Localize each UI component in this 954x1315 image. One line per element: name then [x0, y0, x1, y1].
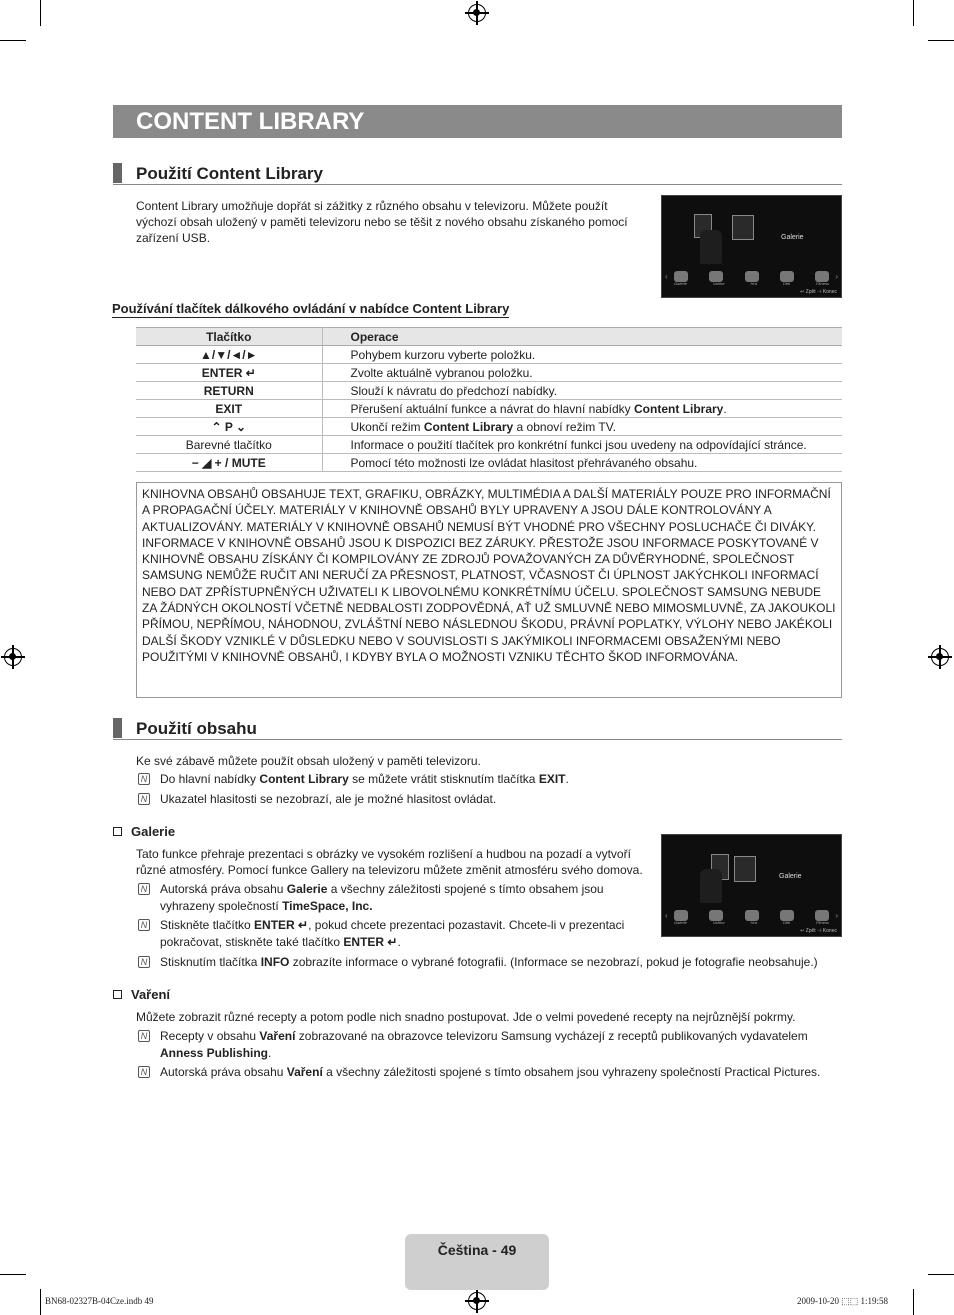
note-icon: N: [138, 919, 150, 931]
page-title-banner: [113, 105, 842, 138]
page-title: CONTENT LIBRARY: [136, 108, 365, 135]
text: .: [723, 401, 727, 416]
remote-subheading: Používání tlačítek dálkového ovládání v nabídce Content Library: [112, 301, 510, 316]
photo-frame: [732, 215, 754, 240]
icon-label: Galerie: [674, 920, 687, 925]
crop-mark: [40, 1289, 41, 1315]
table-row: [136, 418, 842, 436]
checkbox-icon: [113, 990, 122, 999]
table-cell-op: Pohybem kurzoru vyberte položku.: [322, 346, 842, 364]
subsection-gallery: [113, 824, 175, 839]
text-bold: Content Library: [423, 419, 514, 434]
note-icon: N: [138, 1030, 150, 1042]
table-header: [136, 328, 842, 346]
text: Recepty v obsahu: [160, 1029, 260, 1043]
registration-mark-icon: [4, 648, 22, 666]
text-bold: INFO: [260, 955, 290, 969]
text: a obnoví režim TV.: [513, 419, 616, 434]
text: .: [268, 1046, 272, 1060]
section-intro: Content Library umožňuje dopřát si zážitky z různého obsahu v televizoru. Můžete použít výchozí obsah uložený v paměti televizoru nebo se těšit z nového obsahu získaného pomocí zařízení USB.: [136, 199, 628, 245]
icon-label: Děti: [782, 920, 791, 925]
note-text: [160, 917, 640, 951]
text-bold: Galerie: [286, 882, 328, 896]
table-cell-key: Barevné tlačítko: [136, 436, 322, 454]
crop-mark: [40, 0, 41, 26]
subsection-cooking: [113, 987, 170, 1002]
table-row: [136, 400, 842, 418]
icon-label: Hra: [750, 920, 757, 925]
note: [138, 771, 838, 789]
note-text: [160, 1028, 830, 1062]
note: [138, 1028, 838, 1064]
note-text: [160, 1064, 850, 1081]
text: Stiskněte tlačítko: [160, 918, 255, 932]
table-cell-op: [322, 418, 842, 436]
section-title: Použití obsahu: [136, 719, 257, 738]
note-text: Ukazatel hlasitosti se nezobrazí, ale je možné hlasitost ovládat.: [160, 792, 497, 806]
screenshot-label: Galerie: [781, 234, 804, 241]
text: Ukončí režim: [350, 419, 424, 434]
table-cell-key: ⌃ P ⌄: [136, 418, 322, 436]
table-row: [136, 454, 842, 472]
text: se můžete vrátit stisknutím tlačítka: [348, 772, 539, 786]
crop-mark: [913, 0, 914, 26]
text: .: [565, 772, 569, 786]
chair-image: [700, 230, 722, 264]
chair-image: [700, 869, 722, 903]
content-icon-labels: [674, 920, 829, 925]
registration-mark-icon: [468, 1292, 486, 1310]
text-bold: ENTER ↵: [343, 935, 398, 949]
text: zobrazované na obrazovce televizoru Samsung vycházejí z receptů publikovaných vydavatelem: [295, 1029, 808, 1043]
text: .: [397, 935, 401, 949]
text: Do hlavní nabídky: [160, 772, 260, 786]
crop-mark: [913, 1289, 914, 1315]
page-number-tab: [405, 1234, 549, 1290]
note-text: [160, 771, 569, 788]
registration-mark-icon: [468, 4, 486, 22]
table-row: [136, 382, 842, 400]
icon-label: Fitness: [816, 281, 829, 286]
note-text: [160, 954, 840, 971]
icon-label: Děti: [782, 281, 791, 286]
icon-label: Vaření: [712, 920, 725, 925]
crop-mark: [0, 1274, 26, 1275]
icon-label: Hra: [750, 281, 757, 286]
note-icon: N: [138, 773, 150, 785]
icon-label: Galerie: [674, 281, 687, 286]
text: Autorská práva obsahu: [160, 1065, 287, 1079]
text-bold: Anness Publishing: [160, 1046, 269, 1060]
subsection-title: Galerie: [131, 824, 176, 839]
note: [138, 791, 838, 809]
note-icon: N: [138, 1066, 150, 1078]
table-cell-key: − ◢ + / MUTE: [136, 454, 322, 472]
section-marker: [113, 718, 122, 738]
table-row: [136, 364, 842, 382]
note: [138, 881, 638, 917]
page-number: Čeština - 49: [437, 1242, 517, 1258]
table-cell-op: [322, 400, 842, 418]
crop-mark: [0, 40, 26, 41]
table-cell-op: Slouží k návratu do předchozí nabídky.: [322, 382, 842, 400]
text-bold: Vaření: [259, 1029, 296, 1043]
imprint-date: 2009-10-20 ⬚⬚ 1:19:58: [797, 1296, 889, 1306]
section-marker: [113, 163, 122, 183]
chevron-left-icon: ‹: [665, 272, 668, 281]
note: [138, 1064, 838, 1082]
icon-label: Fitness: [816, 920, 829, 925]
text: Přerušení aktuální funkce a návrat do hlavní nabídky: [350, 401, 635, 416]
text-bold: TimeSpace, Inc.: [282, 899, 373, 913]
text: a všechny záležitosti spojené s tímto obsahem jsou vyhrazeny společností Practical Pictures.: [322, 1065, 821, 1079]
tv-screenshot: [661, 195, 842, 298]
text-bold: ENTER ↵: [254, 918, 309, 932]
imprint-file: BN68-02327B-04Cze.indb 49: [45, 1296, 154, 1306]
column-header: Operace: [322, 328, 842, 346]
chevron-right-icon: ›: [835, 911, 838, 920]
table-cell-key: RETURN: [136, 382, 322, 400]
section-heading-content-use: [113, 718, 842, 740]
text: Stisknutím tlačítka: [160, 955, 261, 969]
note-icon: N: [138, 956, 150, 968]
checkbox-icon: [113, 827, 122, 836]
crop-mark: [928, 40, 954, 41]
text-bold: Content Library: [259, 772, 349, 786]
text: a všechny záležitosti spojené s tímto obsahem jsou vyhrazeny společností: [160, 882, 604, 913]
disclaimer-box: KNIHOVNA OBSAHŮ OBSAHUJE TEXT, GRAFIKU, OBRÁZKY, MULTIMÉDIA A DALŠÍ MATERIÁLY POUZE PRO INFORMAČNÍ A PROPAGAČNÍ ÚČELY. MATERIÁLY V KNIHOVNĚ OBSAHŮ BYLY UPRAVENY A JSOU DÁLE KONTROLOVÁNY A AKTUALIZOVÁNY. MATERIÁLY V KNIHOVNĚ OBSAHŮ NEMUSÍ BÝT VHODNÉ PRO VŠECHNY POSLUCHAČE ČI DIVÁKY. INFORMACE V KNIHOVNĚ OBSAHŮ JSOU K DISPOZICI BEZ ZÁRUKY. PŘESTOŽE JSOU INFORMACE POSKYTOVANÉ V KNIHOVNĚ OBSAHU ZÍSKÁNY ČI KOMPILOVÁNY ZE ZDROJŮ POVAŽOVANÝCH ZA DŮVĚRYHODNÉ, SPOLEČNOST SAMSUNG NEMŮŽE RUČIT ANI NERUČÍ ZA PŘESNOST, PLATNOST, VČASNOST ČI ÚPLNOST JAKÝCHKOLI INFORMACÍ NEBO DAT ZPŘÍSTUPNĚNÝCH UŽIVATELI K LIBOVOLNÉMU KONKRÉTNÍMU ÚČELU. SPOLEČNOST SAMSUNG NEBUDE ZA ŽÁDNÝCH OKOLNOSTÍ VČETNĚ NEDBALOSTI ZODPOVĚDNÁ, AŤ UŽ SMLUVNĚ NEBO MIMOSMLUVNĚ, ZA JAKOUKOLI PŘÍMOU, NEPŘÍMOU, NÁHODNOU, ZVLÁŠTNÍ NEBO NÁSLEDNOU ŠKODU, PRÁVNÍ POPLATKY, VÝLOHY NEBO JAKÉKOLI DALŠÍ ŠKODY VZNIKLÉ V DŮSLEDKU NEBO V SOUVISLOSTI S JAKÝMIKOLI INFORMACEMI OBSAŽENÝMI NEBO POUŽITÝMI V KNIHOVNĚ OBSAHŮ, I KDYBY BYLA O MOŽNOSTI VZNIKU TĚCHTO ŠKOD INFORMOVÁNA.: [136, 482, 842, 698]
note: [138, 917, 638, 953]
gallery-text: Tato funkce přehraje prezentaci s obrázky ve vysokém rozlišení a hudbou na pozadí a vytvoří různé atmosféry. Pomocí funkce Gallery na televizoru můžete změnit atmosféru svého domova.: [136, 847, 643, 877]
table-cell-op: Zvolte aktuálně vybranou položku.: [322, 364, 842, 382]
text: , pokud chcete prezentaci pozastavit. Chcete-li v prezentaci pokračovat, stiskněte také tlačítko: [160, 918, 625, 949]
table-cell-op: Informace o použití tlačítek pro konkrétní funkci jsou uvedeny na odpovídající stránce.: [322, 436, 842, 454]
remote-buttons-table: [136, 327, 842, 472]
screenshot-footer: ↩ Zpět ⊣ Konec: [800, 289, 837, 295]
text-bold: Content Library: [634, 401, 724, 416]
chevron-left-icon: ‹: [665, 911, 668, 920]
column-header: Tlačítko: [136, 328, 322, 346]
table-cell-key: ENTER ↵: [136, 364, 322, 382]
note-icon: N: [138, 883, 150, 895]
crop-mark: [928, 1274, 954, 1275]
icon-label: Vaření: [712, 281, 725, 286]
chevron-right-icon: ›: [835, 272, 838, 281]
text-bold: Vaření: [286, 1065, 323, 1079]
section-heading-content-library: [113, 163, 842, 185]
note: [138, 954, 838, 972]
screenshot-label: Galerie: [779, 873, 802, 880]
table-cell-key: ▲/▼/◄/►: [136, 346, 322, 364]
note-text: [160, 881, 630, 915]
note-icon: N: [138, 793, 150, 805]
tv-screenshot: [661, 834, 842, 937]
table-cell-op: Pomocí této možnosti lze ovládat hlasitost přehrávaného obsahu.: [322, 454, 842, 472]
screenshot-footer: ↩ Zpět ⊣ Konec: [800, 928, 837, 934]
table-row: [136, 436, 842, 454]
subsection-title: Vaření: [131, 987, 171, 1002]
registration-mark-icon: [931, 648, 949, 666]
cooking-text: Můžete zobrazit různé recepty a potom podle nich snadno postupovat. Jde o velmi povedené recepty na nejrůznější pokrmy.: [136, 1010, 796, 1024]
photo-frame: [734, 856, 756, 882]
content-icon-labels: [674, 281, 829, 286]
table-cell-key: EXIT: [136, 400, 322, 418]
section-title: Použití Content Library: [136, 164, 323, 183]
table-row: [136, 346, 842, 364]
text: Autorská práva obsahu: [160, 882, 287, 896]
section-intro: Ke své zábavě můžete použít obsah uložený v paměti televizoru.: [136, 754, 481, 768]
text: zobrazíte informace o vybrané fotografii. (Informace se nezobrazí, pokud je fotografie neobsahuje.): [289, 955, 818, 969]
text-bold: EXIT: [538, 772, 566, 786]
